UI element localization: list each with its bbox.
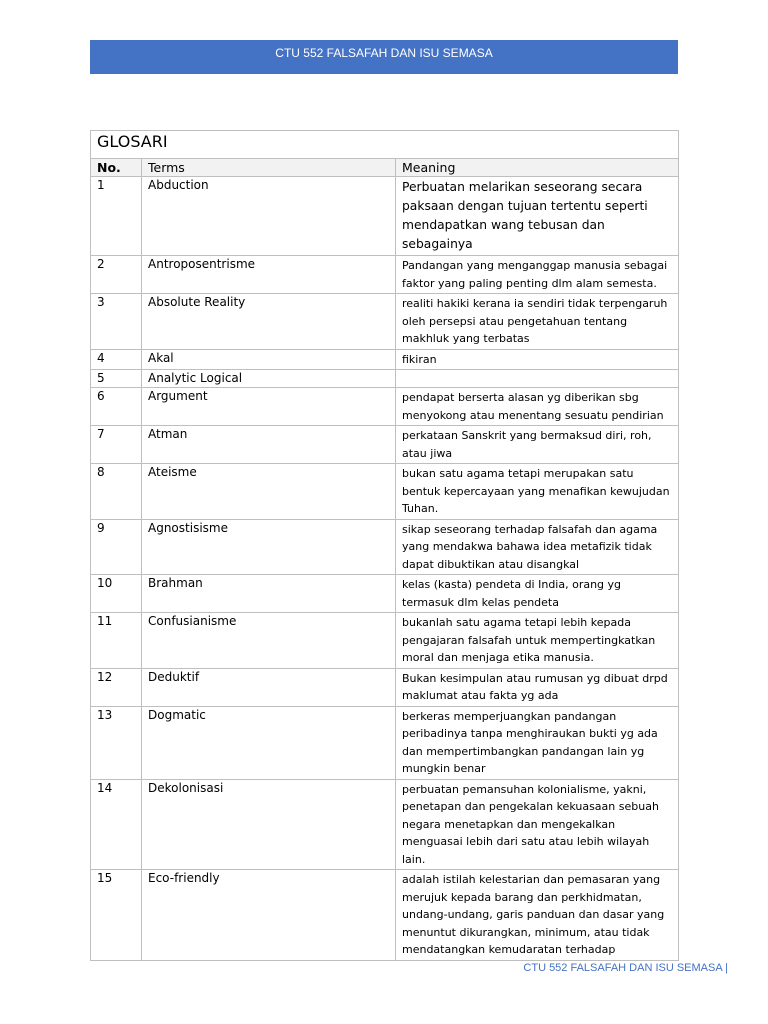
row-meaning: Perbuatan melarikan seseorang secara paksaan dengan tujuan tertentu seperti mendapatkan wang tebusan dan sebagainya <box>396 177 679 256</box>
table-row <box>91 519 679 575</box>
table-row <box>91 349 679 370</box>
row-number: 11 <box>91 613 142 669</box>
column-header-no: No. <box>91 159 142 177</box>
row-meaning: perkataan Sanskrit yang bermaksud diri, roh, atau jiwa <box>396 426 679 464</box>
table-row <box>91 870 679 961</box>
table-row <box>91 426 679 464</box>
row-meaning: pendapat berserta alasan yg diberikan sbg menyokong atau menentang sesuatu pendirian <box>396 388 679 426</box>
row-meaning: kelas (kasta) pendeta di India, orang yg termasuk dlm kelas pendeta <box>396 575 679 613</box>
row-meaning: perbuatan pemansuhan kolonialisme, yakni, penetapan dan pengekalan kekuasaan sebuah negara menetapkan dan mengekalkan menguasai lebih dari satu atau lebih wilayah lain. <box>396 779 679 870</box>
table-row <box>91 370 679 388</box>
row-term: Ateisme <box>142 464 396 520</box>
table-row <box>91 464 679 520</box>
row-number: 13 <box>91 706 142 779</box>
row-meaning: sikap seseorang terhadap falsafah dan agama yang mendakwa bahawa idea metafizik tidak dapat dibuktikan atau disangkal <box>396 519 679 575</box>
table-row <box>91 613 679 669</box>
row-meaning: bukanlah satu agama tetapi lebih kepada pengajaran falsafah untuk mempertingkatkan moral dan menjaga etika manusia. <box>396 613 679 669</box>
page-footer: CTU 552 FALSAFAH DAN ISU SEMASA | <box>523 962 728 974</box>
row-term: Deduktif <box>142 668 396 706</box>
header-bar <box>90 40 678 74</box>
row-term: Dekolonisasi <box>142 779 396 870</box>
row-number: 2 <box>91 256 142 294</box>
row-meaning: adalah istilah kelestarian dan pemasaran yang merujuk kepada barang dan perkhidmatan, undang-undang, garis panduan dan dasar yang menuntut dikurangkan, minimum, atau tidak mendatangkan kemudaratan terhadap <box>396 870 679 961</box>
row-term: Analytic Logical <box>142 370 396 388</box>
row-number: 12 <box>91 668 142 706</box>
row-number: 15 <box>91 870 142 961</box>
column-header-meaning: Meaning <box>396 159 679 177</box>
row-meaning: bukan satu agama tetapi merupakan satu bentuk kepercayaan yang menafikan kewujudan Tuhan. <box>396 464 679 520</box>
table-row <box>91 294 679 350</box>
row-term: Confusianisme <box>142 613 396 669</box>
row-number: 3 <box>91 294 142 350</box>
row-meaning: realiti hakiki kerana ia sendiri tidak terpengaruh oleh persepsi atau pengetahuan tentang makhluk yang terbatas <box>396 294 679 350</box>
row-term: Agnostisisme <box>142 519 396 575</box>
header-title: CTU 552 FALSAFAH DAN ISU SEMASA <box>275 46 493 60</box>
table-row <box>91 668 679 706</box>
table-row <box>91 706 679 779</box>
row-meaning: Bukan kesimpulan atau rumusan yg dibuat drpd maklumat atau fakta yg ada <box>396 668 679 706</box>
glossary-table <box>90 130 679 961</box>
row-meaning: Pandangan yang menganggap manusia sebagai faktor yang paling penting dlm alam semesta. <box>396 256 679 294</box>
row-term: Atman <box>142 426 396 464</box>
row-number: 5 <box>91 370 142 388</box>
table-row <box>91 177 679 256</box>
table-row <box>91 575 679 613</box>
row-meaning: fikiran <box>396 349 679 370</box>
row-number: 4 <box>91 349 142 370</box>
row-meaning: berkeras memperjuangkan pandangan peribadinya tanpa menghiraukan bukti yg ada dan mempertimbangkan pandangan lain yg mungkin benar <box>396 706 679 779</box>
table-row <box>91 388 679 426</box>
row-number: 1 <box>91 177 142 256</box>
row-number: 7 <box>91 426 142 464</box>
table-header-row <box>91 159 679 177</box>
row-number: 9 <box>91 519 142 575</box>
table-row <box>91 779 679 870</box>
row-term: Absolute Reality <box>142 294 396 350</box>
table-title-row <box>91 131 679 159</box>
row-term: Abduction <box>142 177 396 256</box>
row-number: 14 <box>91 779 142 870</box>
row-term: Antroposentrisme <box>142 256 396 294</box>
row-term: Eco-friendly <box>142 870 396 961</box>
row-number: 6 <box>91 388 142 426</box>
row-term: Brahman <box>142 575 396 613</box>
row-number: 8 <box>91 464 142 520</box>
row-term: Akal <box>142 349 396 370</box>
row-number: 10 <box>91 575 142 613</box>
row-meaning <box>396 370 679 388</box>
table-row <box>91 256 679 294</box>
table-title: GLOSARI <box>91 131 679 159</box>
row-term: Argument <box>142 388 396 426</box>
column-header-terms: Terms <box>142 159 396 177</box>
row-term: Dogmatic <box>142 706 396 779</box>
